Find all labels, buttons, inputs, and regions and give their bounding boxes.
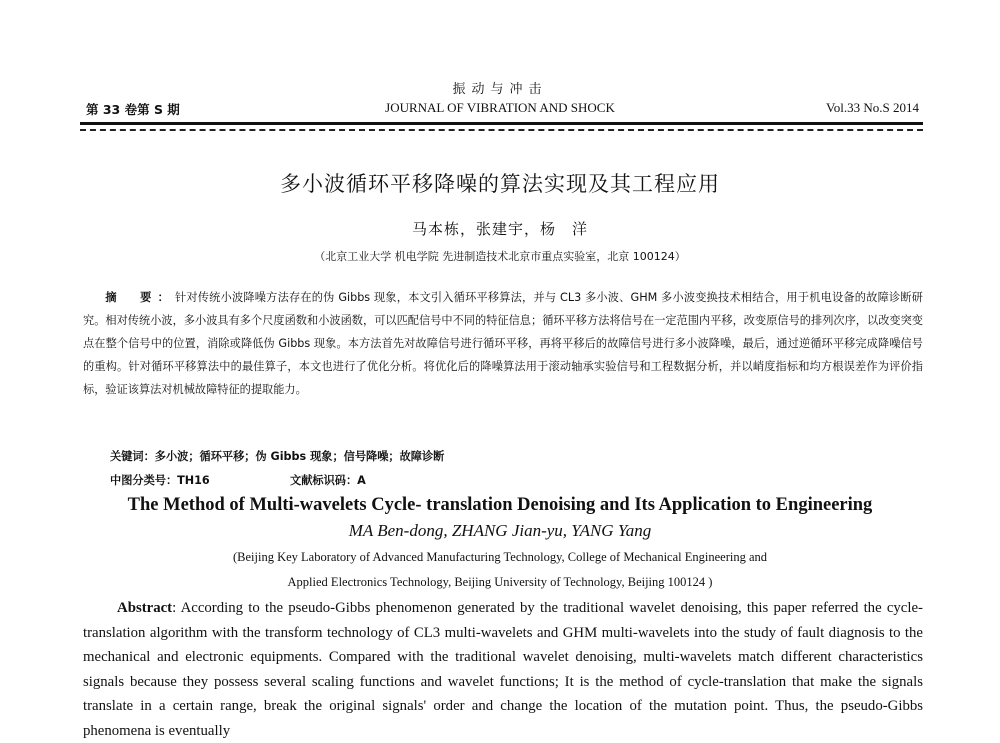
abstract-en-text: : According to the pseudo-Gibbs phenomenon generated by the traditional wavelet denoising, this paper referred the cycle-translation algorithm with the transform technology of CL3 multi-wavelets and GHM multi-wavelets into the study of fault diagnosis to the mechanical and electronic equipments. Compared with the traditional wavelet denoising, multi-wavelets match different characteristics signals because they possess several scaling functions and wavelet functions; It is the method of cycle-translation that make the signals translate in a certain range, break the original signals' order and change the location of the mutation point. Thus, the pseudo-Gibbs phenomena is eventually <box>83 600 923 739</box>
keywords-cn: 关键词：多小波；循环平移；伪 Gibbs 现象；信号降噪；故障诊断 <box>110 450 445 463</box>
header-rule-dashed <box>80 129 923 131</box>
abstract-en-label: Abstract <box>117 600 173 616</box>
paper-title-cn: 多小波循环平移降噪的算法实现及其工程应用 <box>280 172 720 196</box>
authors-en: MA Ben-dong, ZHANG Jian-yu, YANG Yang <box>348 521 652 540</box>
abstract-en <box>83 596 923 743</box>
classification-number-cn: 中图分类号：TH16 <box>110 474 210 487</box>
affiliation-en-line2: Applied Electronics Technology, Beijing University of Technology, Beijing 100124 ) <box>287 575 713 589</box>
journal-name-cn: 振动与冲击 <box>452 82 548 97</box>
paper-title-en: The Method of Multi-wavelets Cycle- translation Denoising and Its Application to Engineering <box>127 495 873 515</box>
authors-cn: 马本栋，张建宇，杨 洋 <box>411 220 588 238</box>
document-code-cn: 文献标识码：A <box>290 474 366 487</box>
abstract-cn-text: 针对传统小波降噪方法存在的伪 Gibbs 现象，本文引入循环平移算法，并与 CL3 多小波、GHM 多小波变换技术相结合，用于机电设备的故障诊断研究。相对传统小波，多小波具有多个尺度函数和小波函数，可以匹配信号中不同的特征信息；循环平移方法将信号在一定范围内平移，改变原信号的排列次序，以改变突变点在整个信号中的位置，消除或降低伪 Gibbs 现象。本方法首先对故障信号进行循环平移，再将平移后的故障信号进行多小波降噪，最后，通过逆循环平移完成降噪信号的重构。针对循环平移算法中的最佳算子，本文也进行了优化分析。将优化后的降噪算法用于滚动轴承实验信号和工程数据分析，并以峭度指标和均方根误差作为评价指标，验证该算法对机械故障特征的提取能力。 <box>83 291 923 396</box>
abstract-cn-label: 摘 要： <box>105 291 175 304</box>
volume-issue-cn: 第 33 卷第 S 期 <box>86 102 180 117</box>
header-rule-thick <box>80 122 923 125</box>
journal-name-en: JOURNAL OF VIBRATION AND SHOCK <box>385 100 615 115</box>
volume-issue-en: Vol.33 No.S 2014 <box>826 100 919 115</box>
affiliation-cn: （北京工业大学 机电学院 先进制造技术北京市重点实验室，北京 100124） <box>314 250 686 263</box>
affiliation-en-line1: (Beijing Key Laboratory of Advanced Manufacturing Technology, College of Mechanical Engineering and <box>232 550 768 564</box>
abstract-cn <box>83 286 923 401</box>
